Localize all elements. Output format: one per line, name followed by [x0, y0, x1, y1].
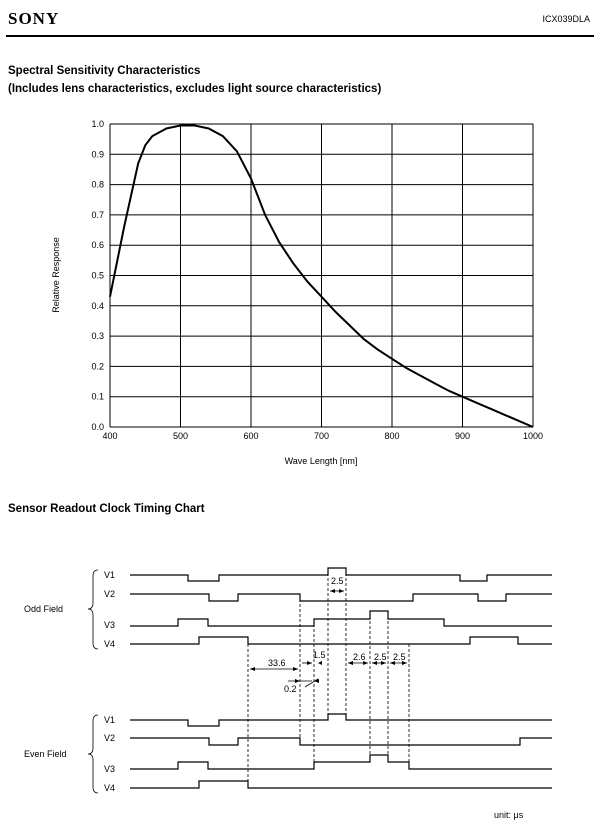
- y-tick-label: 0.4: [91, 300, 104, 311]
- y-tick-label: 0.1: [91, 391, 104, 402]
- x-tick-label: 800: [384, 431, 400, 441]
- even-v4-waveform: [130, 781, 552, 788]
- even-field-brace: [88, 715, 98, 793]
- odd-v2-waveform: [130, 594, 552, 601]
- y-tick-label: 0.7: [91, 209, 104, 220]
- dim-label-0-2: 0.2: [284, 684, 297, 694]
- x-tick-label: 400: [102, 431, 118, 441]
- y-tick-label: 0.3: [91, 331, 104, 342]
- y-axis-label: Relative Response: [51, 237, 61, 313]
- y-tick-label: 0.8: [91, 179, 104, 190]
- x-tick-label: 700: [313, 431, 330, 441]
- x-axis-label: Wave Length [nm]: [284, 456, 358, 466]
- even-field-label: Even Field: [24, 749, 67, 759]
- dim-label-2-5-mid: 2.5: [374, 652, 387, 662]
- x-tick-label: 500: [172, 431, 189, 441]
- dim-label-1-5: 1.5: [313, 650, 326, 660]
- even-v1-label: V1: [104, 715, 116, 725]
- x-tick-label: 900: [454, 431, 471, 441]
- dim-label-2-6: 2.6: [353, 652, 366, 662]
- even-v1-waveform: [130, 714, 552, 726]
- even-v3-label: V3: [104, 764, 116, 774]
- odd-field-label: Odd Field: [24, 604, 64, 614]
- y-tick-label: 0.5: [91, 270, 104, 281]
- unit-label: unit: μs: [494, 810, 524, 820]
- part-number: ICX039DLA: [542, 14, 590, 24]
- even-v2-waveform: [130, 738, 552, 745]
- section2-title: Sensor Readout Clock Timing Chart: [8, 503, 205, 515]
- odd-v4-waveform: [130, 637, 552, 644]
- section1-title: Spectral Sensitivity Characteristics: [8, 65, 201, 77]
- odd-v3-waveform: [130, 611, 552, 626]
- dim-label-2-5-top: 2.5: [331, 576, 344, 586]
- odd-v3-label: V3: [104, 620, 116, 630]
- y-tick-label: 0.2: [91, 361, 104, 372]
- x-tick-label: 600: [243, 431, 259, 441]
- x-tick-label: 1000: [522, 431, 544, 441]
- section1-subtitle: (Includes lens characteristics, excludes light source characteristics): [8, 83, 382, 95]
- even-v4-label: V4: [104, 783, 116, 793]
- dim-label-33-6: 33.6: [268, 658, 286, 668]
- odd-v1-label: V1: [104, 570, 116, 580]
- even-v2-label: V2: [104, 733, 116, 743]
- odd-v4-label: V4: [104, 639, 116, 649]
- dim-label-2-5-right: 2.5: [393, 652, 406, 662]
- odd-v2-label: V2: [104, 589, 116, 599]
- brand-logo: SONY: [8, 9, 60, 28]
- odd-field-brace: [88, 570, 98, 649]
- y-tick-label: 0.6: [91, 240, 104, 251]
- y-tick-label: 0.0: [91, 422, 104, 432]
- even-v3-waveform: [130, 755, 552, 769]
- y-tick-label: 1.0: [91, 119, 104, 129]
- y-tick-label: 0.9: [91, 149, 104, 160]
